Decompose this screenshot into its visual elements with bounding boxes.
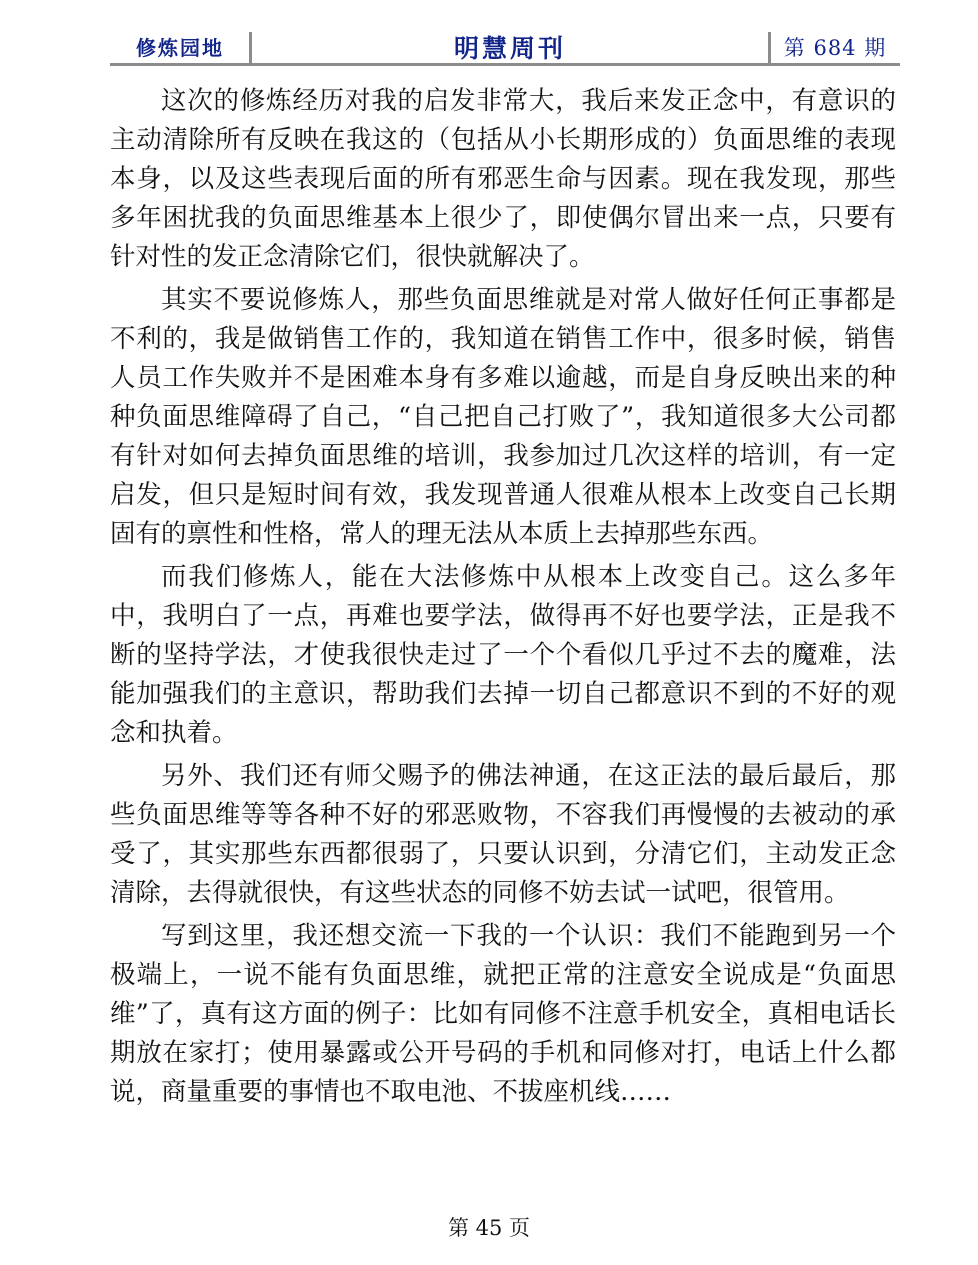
paragraph-4: 另外、我们还有师父赐予的佛法神通，在这正法的最后最后，那些负面思维等等各种不好的邪恶败物，不容我们再慢慢的去被动的承受了，其实那些东西都很弱了，只要认识到，分清它们，主动发正念清除，去得就很快，有这些状态的同修不妨去试一试吧，很管用。 — [110, 761, 896, 908]
paragraph-3: 而我们修炼人，能在大法修炼中从根本上改变自己。这么多年中，我明白了一点，再难也要学法，做得再不好也要学法，正是我不断的坚持学法，才使我很快走过了一个个看似几乎过不去的魔难，法能加强我们的主意识，帮助我们去掉一切自己都意识不到的不好的观念和执着。 — [110, 562, 896, 748]
header-section-cell — [110, 30, 250, 63]
paragraph-2: 其实不要说修炼人，那些负面思维就是对常人做好任何正事都是不利的，我是做销售工作的，我知道在销售工作中，很多时候，销售人员工作失败并不是困难本身有多难以逾越，而是自身反映出来的种种负面思维障碍了自己，“自己把自己打败了”，我知道很多大公司都有针对如何去掉负面思维的培训，我参加过几次这样的培训，有一定启发，但只是短时间有效，我发现普通人很难从根本上改变自己长期固有的禀性和性格，常人的理无法从本质上去掉那些东西。 — [110, 285, 896, 549]
issue-number: 第 684 期 — [783, 35, 887, 60]
page-number: 第 45 页 — [447, 1216, 531, 1240]
article-body — [110, 82, 896, 1116]
header-title-cell — [250, 30, 770, 63]
section-label: 修炼园地 — [136, 36, 224, 60]
paragraph-1: 这次的修炼经历对我的启发非常大，我后来发正念中，有意识的主动清除所有反映在我这的（包括从小长期形成的）负面思维的表现本身，以及这些表现后面的所有邪恶生命与因素。现在我发现，那些多年困扰我的负面思维基本上很少了，即使偶尔冒出来一点，只要有针对性的发正念清除它们，很快就解决了。 — [110, 86, 896, 272]
page-header — [110, 30, 900, 66]
paragraph-5: 写到这里，我还想交流一下我的一个认识：我们不能跑到另一个极端上，一说不能有负面思维，就把正常的注意安全说成是“负面思维”了，真有这方面的例子：比如有同修不注意手机安全，真相电话长期放在家打；使用暴露或公开号码的手机和同修对打，电话上什么都说，商量重要的事情也不取电池、不拔座机线…… — [110, 921, 896, 1107]
magazine-title: 明慧周刊 — [453, 33, 566, 63]
header-rule — [110, 63, 900, 66]
header-issue-cell — [770, 30, 900, 63]
